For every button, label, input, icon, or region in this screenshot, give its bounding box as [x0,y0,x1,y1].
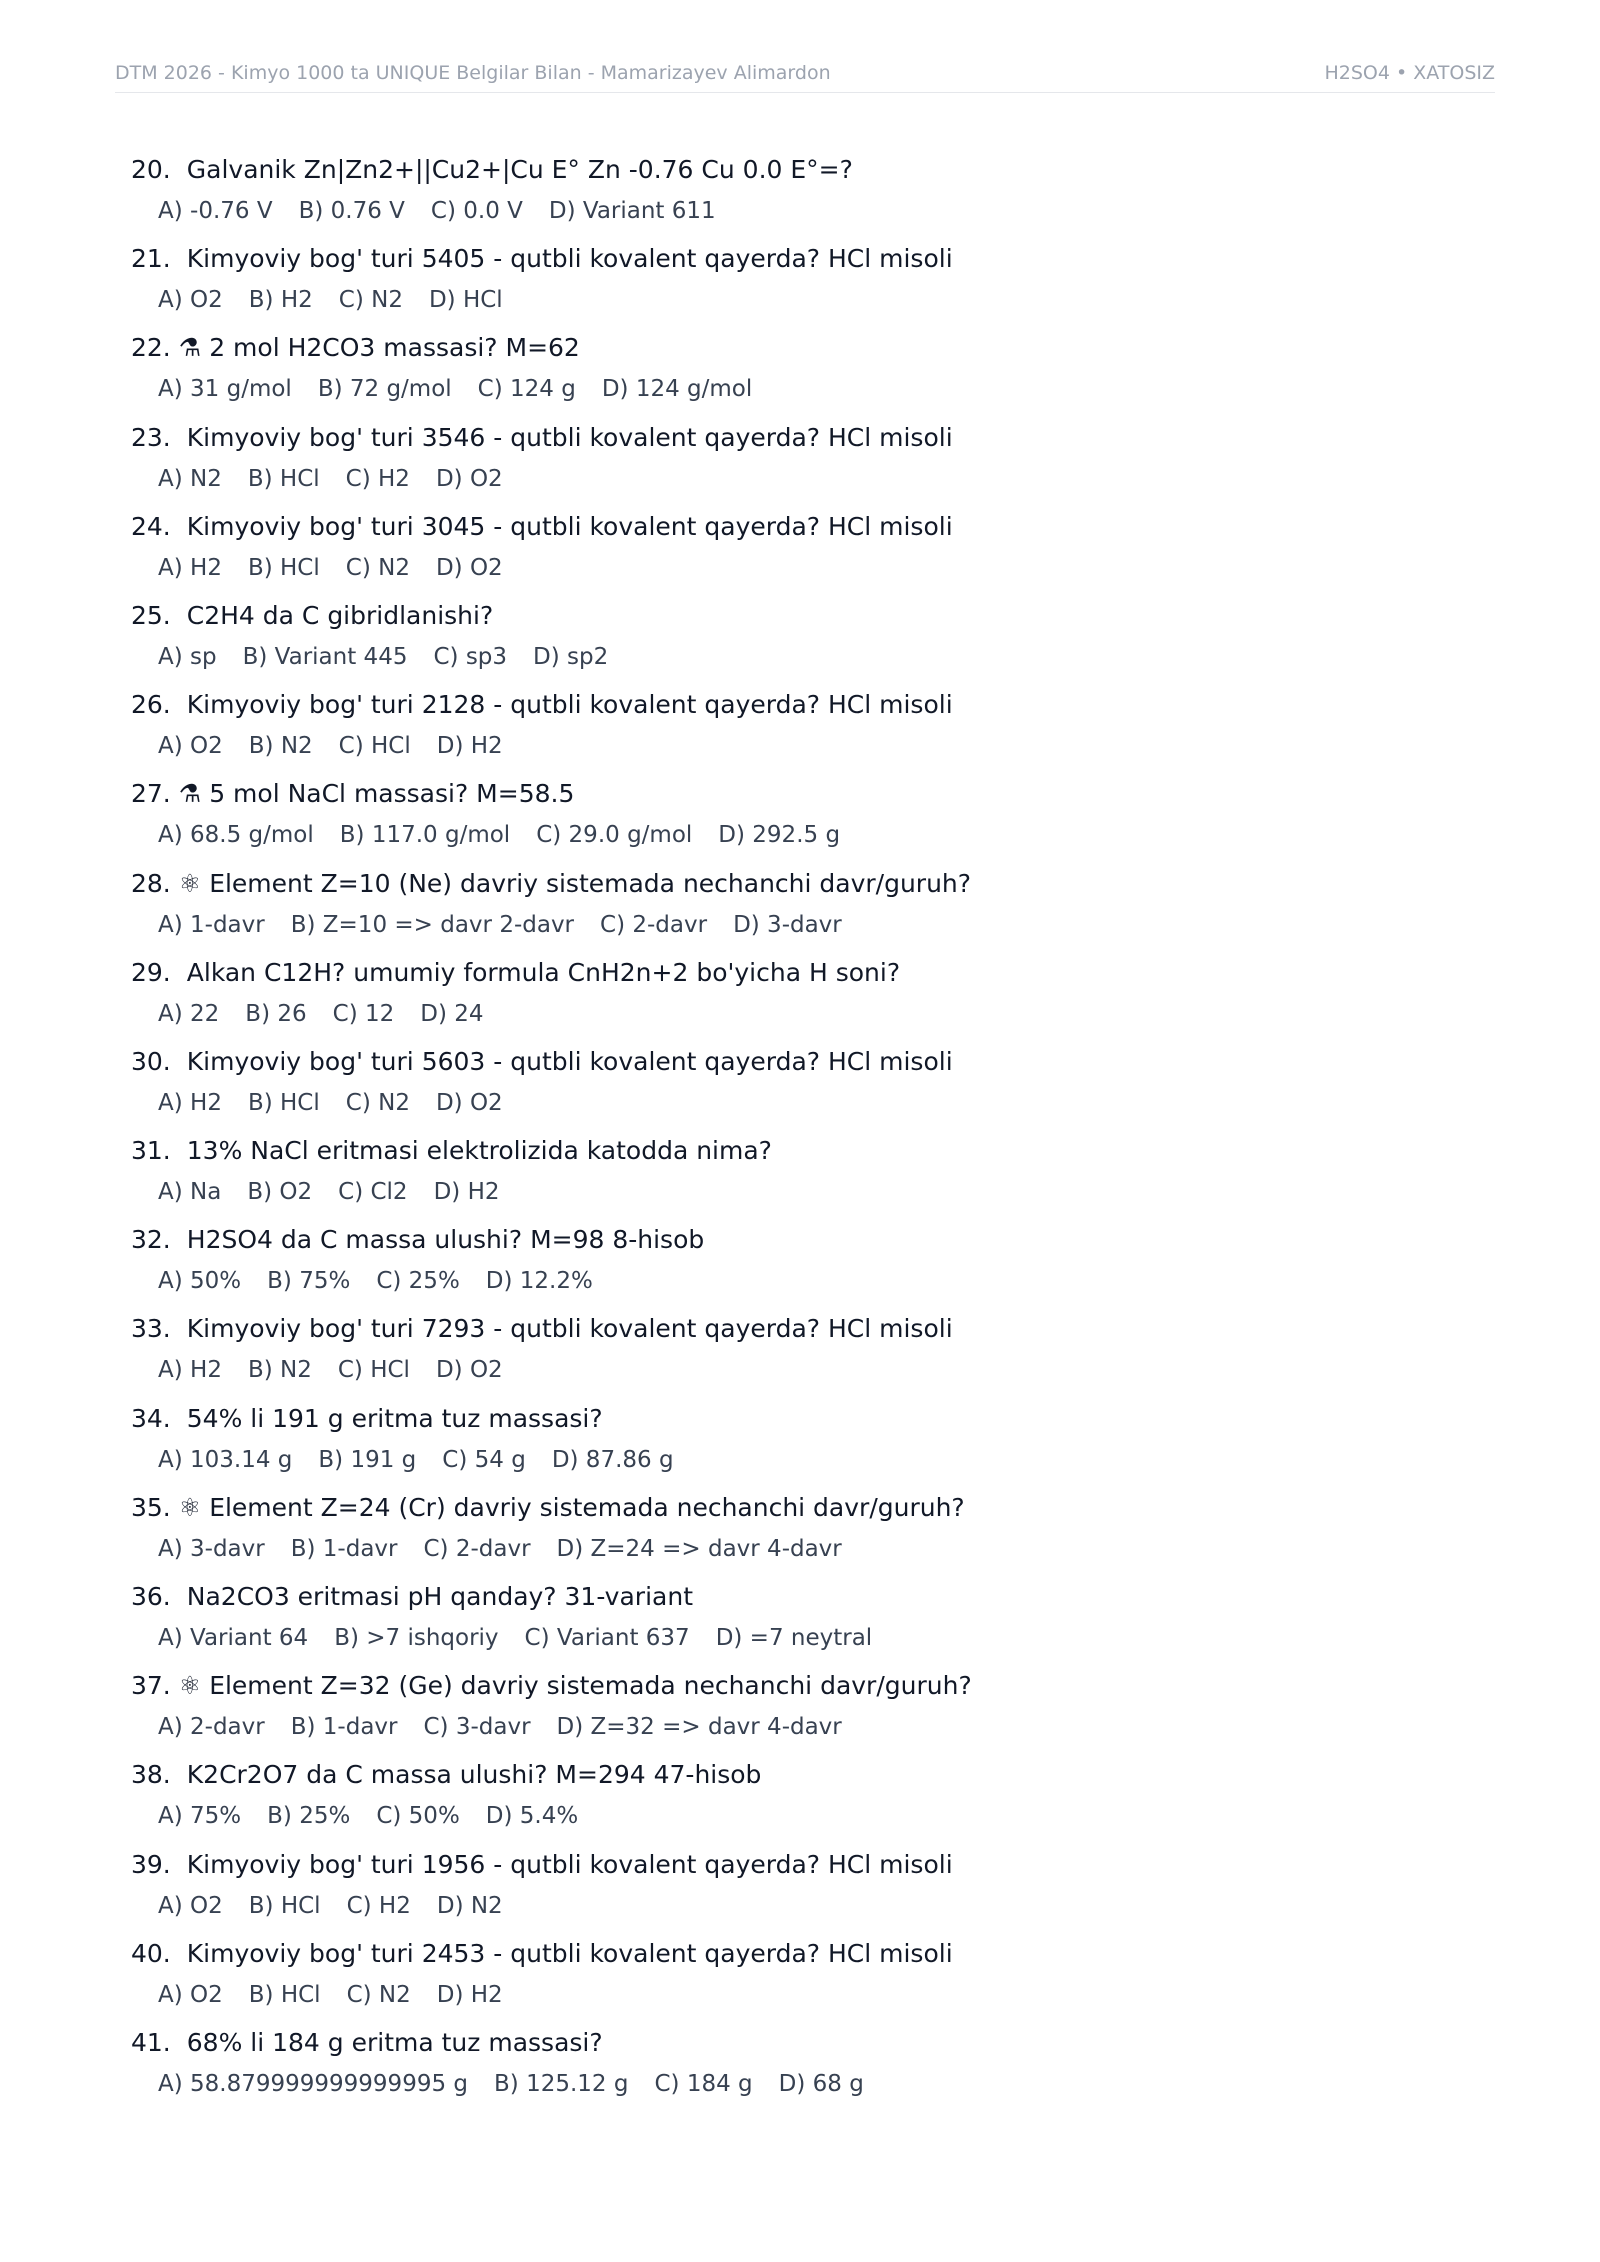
answer-options [158,1888,529,1924]
answer-option: C) 184 g [654,2070,753,2097]
question-text-line [131,1399,603,1439]
question-item [131,1934,1511,2023]
answer-option: A) O2 [158,1981,223,2008]
answer-option: C) sp3 [433,643,508,670]
question-icon: ⚗ [178,333,202,363]
answer-option: D) O2 [435,554,503,581]
question-text-line [131,1309,953,1349]
question-number: 30. [131,1046,171,1076]
answer-option: A) Variant 64 [158,1625,309,1651]
question-text: C2H4 da C gibridlanishi? [186,600,494,630]
question-item [131,150,1511,239]
answer-options [158,1174,526,1210]
answer-option: C) 29.0 g/mol [536,822,693,849]
question-number: 26. [131,690,171,720]
answer-options [158,1798,604,1834]
answer-option: B) H2 [248,287,313,314]
question-text: Kimyoviy bog' turi 7293 - qutbli kovalent qayerda? HCl misoli [186,1314,953,1344]
answer-option: D) sp2 [533,643,609,670]
answer-options [158,1977,529,2013]
question-text: Element Z=24 (Cr) davriy sistemada nechanchi davr/guruh? [209,1492,965,1522]
answer-option: C) 12 [332,1000,395,1027]
answer-option: C) H2 [345,465,410,492]
question-number: 37. [131,1671,171,1701]
answer-option: C) N2 [338,287,403,314]
answer-option: D) 68 g [778,2070,864,2097]
question-number: 28. [131,868,171,898]
question-number: 35. [131,1492,171,1522]
answer-option: B) Z=10 => davr 2-davr [290,911,575,938]
answer-option: D) HCl [428,287,503,314]
answer-option: C) Variant 637 [524,1625,690,1651]
answer-option: D) H2 [433,1179,500,1206]
question-number: 31. [131,1136,171,1166]
question-item [131,1220,1511,1309]
header-tag: H2SO4 • XATOSIZ [1324,62,1495,84]
question-text: Alkan C12H? umumiy formula CnH2n+2 bo'yicha H soni? [186,957,901,987]
answer-option: B) 191 g [318,1446,417,1473]
answer-option: D) 3-davr [733,911,842,938]
question-item [131,2023,1511,2112]
question-text: H2SO4 da C massa ulushi? M=98 8-hisob [186,1225,705,1255]
answer-option: B) 0.76 V [298,198,405,224]
question-item [131,774,1511,863]
answer-option: A) 22 [158,1000,220,1027]
answer-options [158,1709,868,1745]
answer-option: A) N2 [158,465,222,492]
answer-options [158,550,529,586]
answer-options [158,371,778,407]
question-text-line [131,1577,693,1617]
question-number: 22. [131,333,171,363]
question-icon: ⚗ [178,779,202,809]
answer-option: A) 3-davr [158,1535,265,1562]
question-text-line [131,150,853,190]
question-number: 32. [131,1225,171,1255]
document-title: DTM 2026 - Kimyo 1000 ta UNIQUE Belgilar Bilan - Mamarizayev Alimardon [115,62,831,84]
answer-option: C) Cl2 [338,1179,408,1206]
answer-option: B) 117.0 g/mol [339,822,511,849]
answer-option: C) HCl [338,733,411,760]
question-item [131,1755,1511,1844]
answer-options [158,282,529,318]
answer-option: D) O2 [435,465,503,492]
answer-options [158,1085,529,1121]
question-item [131,864,1511,953]
question-item [131,1131,1511,1220]
question-icon: ⚛ [178,1671,202,1701]
answer-options [158,817,866,853]
question-number: 27. [131,779,171,809]
question-item [131,418,1511,507]
question-item [131,596,1511,685]
answer-options [158,1620,898,1656]
answer-option: A) 2-davr [158,1714,265,1741]
question-number: 24. [131,511,171,541]
answer-option: C) 2-davr [600,911,708,938]
question-number: 23. [131,422,171,452]
answer-option: B) HCl [247,465,320,492]
answer-option: A) H2 [158,1089,222,1116]
answer-option: A) H2 [158,1357,222,1384]
question-text-line [131,953,900,993]
page-header [115,62,1495,93]
question-item [131,685,1511,774]
answer-option: C) N2 [345,1089,410,1116]
answer-option: B) 75% [267,1268,351,1295]
answer-option: C) HCl [337,1357,410,1384]
question-item [131,1845,1511,1934]
question-text: Kimyoviy bog' turi 2128 - qutbli kovalent qayerda? HCl misoli [186,690,953,720]
question-number: 40. [131,1938,171,1968]
answer-option: D) H2 [436,733,503,760]
answer-option: A) 58.879999999999995 g [158,2070,469,2097]
question-text: Kimyoviy bog' turi 1956 - qutbli kovalent qayerda? HCl misoli [186,1849,953,1879]
answer-option: B) N2 [248,733,313,760]
answer-option: B) HCl [248,1981,321,2008]
answer-option: C) 124 g [477,376,576,403]
answer-option: A) Na [158,1179,222,1206]
answer-option: D) Z=32 => davr 4-davr [556,1714,842,1741]
answer-option: A) 103.14 g [158,1446,293,1473]
answer-option: B) 72 g/mol [317,376,452,403]
question-text-line [131,1220,704,1260]
question-text: 68% li 184 g eritma tuz massasi? [186,2027,603,2057]
question-item [131,507,1511,596]
answer-option: D) 124 g/mol [601,376,753,403]
answer-option: A) O2 [158,1892,223,1919]
question-item [131,1309,1511,1398]
answer-option: C) N2 [346,1981,411,2008]
question-number: 20. [131,155,171,184]
question-text-line [131,685,953,725]
question-text-line [131,1666,972,1706]
answer-option: B) Variant 445 [242,643,408,670]
answer-option: B) 1-davr [290,1714,398,1741]
answer-option: D) 87.86 g [551,1446,674,1473]
answer-options [158,1531,868,1567]
question-number: 34. [131,1403,171,1433]
answer-option: A) H2 [158,554,222,581]
question-number: 38. [131,1760,171,1790]
question-item [131,1666,1511,1755]
answer-options [158,461,529,497]
question-icon: ⚛ [178,1492,202,1522]
answer-option: A) O2 [158,733,223,760]
answer-option: B) HCl [247,1089,320,1116]
question-item [131,1042,1511,1131]
question-text: 13% NaCl eritmasi elektrolizida katodda nima? [186,1136,772,1166]
question-text: 5 mol NaCl massasi? M=58.5 [209,779,575,809]
question-text-line [131,328,580,368]
answer-options [158,1352,529,1388]
question-text: Galvanik Zn|Zn2+||Cu2+|Cu E° Zn -0.76 Cu 0.0 E°=? [186,155,853,184]
question-item [131,1399,1511,1488]
question-text-line [131,596,493,636]
answer-option: C) 54 g [442,1446,526,1473]
question-text-line [131,418,953,458]
question-number: 36. [131,1582,171,1611]
question-text: Na2CO3 eritmasi pH qanday? 31-variant [186,1582,693,1611]
answer-options [158,639,634,675]
answer-option: D) 24 [420,1000,484,1027]
answer-option: A) O2 [158,287,223,314]
answer-option: A) 31 g/mol [158,376,292,403]
question-number: 39. [131,1849,171,1879]
answer-option: C) N2 [345,554,410,581]
answer-option: D) 5.4% [485,1803,579,1830]
question-number: 29. [131,957,171,987]
answer-options [158,1442,700,1478]
answer-option: B) 26 [245,1000,307,1027]
question-text-line [131,239,953,279]
question-number: 33. [131,1314,171,1344]
question-item [131,953,1511,1042]
question-text-line [131,1755,761,1795]
question-text: Element Z=10 (Ne) davriy sistemada nechanchi davr/guruh? [209,868,972,898]
answer-option: B) HCl [248,1892,321,1919]
answer-option: A) 68.5 g/mol [158,822,314,849]
question-item [131,328,1511,417]
question-text-line [131,1488,965,1528]
answer-options [158,728,529,764]
question-text: 2 mol H2CO3 massasi? M=62 [209,333,580,363]
question-text-line [131,1934,953,1974]
question-item [131,239,1511,328]
answer-option: A) -0.76 V [158,198,273,224]
question-text-line [131,774,574,814]
answer-option: A) sp [158,643,217,670]
answer-option: B) O2 [247,1179,313,1206]
question-text: Kimyoviy bog' turi 3045 - qutbli kovalent qayerda? HCl misoli [186,511,953,541]
answer-option: B) >7 ishqoriy [334,1625,499,1651]
answer-option: B) N2 [247,1357,312,1384]
question-number: 21. [131,244,171,274]
answer-options [158,907,868,943]
question-text-line [131,2023,603,2063]
answer-options [158,1263,619,1299]
question-text: Kimyoviy bog' turi 3546 - qutbli kovalent qayerda? HCl misoli [186,422,953,452]
question-text: Kimyoviy bog' turi 2453 - qutbli kovalent qayerda? HCl misoli [186,1938,953,1968]
answer-option: A) 75% [158,1803,242,1830]
answer-option: C) H2 [346,1892,411,1919]
answer-option: B) 1-davr [290,1535,398,1562]
answer-option: B) HCl [247,554,320,581]
answer-options [158,996,510,1032]
question-number: 25. [131,600,171,630]
question-text: Kimyoviy bog' turi 5405 - qutbli kovalent qayerda? HCl misoli [186,244,953,274]
answer-option: D) 12.2% [485,1268,593,1295]
question-text-line [131,1131,772,1171]
answer-option: A) 50% [158,1268,242,1295]
question-text: Kimyoviy bog' turi 5603 - qutbli kovalent qayerda? HCl misoli [186,1046,953,1076]
question-text-line [131,864,971,904]
answer-option: D) Variant 611 [548,198,716,224]
answer-option: C) 3-davr [423,1714,531,1741]
answer-option: C) 50% [376,1803,460,1830]
answer-option: D) =7 neytral [715,1625,873,1651]
question-text-line [131,1845,953,1885]
question-text: K2Cr2O7 da C massa ulushi? M=294 47-hisob [186,1760,762,1790]
question-text: Element Z=32 (Ge) davriy sistemada nechanchi davr/guruh? [209,1671,972,1701]
answer-options [158,193,742,229]
answer-option: C) 25% [376,1268,460,1295]
question-text-line [131,507,953,547]
answer-option: D) 292.5 g [718,822,841,849]
question-item [131,1488,1511,1577]
answer-option: B) 25% [267,1803,351,1830]
answer-option: D) O2 [435,1357,503,1384]
answer-option: C) 2-davr [423,1535,531,1562]
question-item [131,1577,1511,1666]
question-list [131,150,1511,2112]
answer-option: B) 125.12 g [494,2070,629,2097]
answer-option: D) Z=24 => davr 4-davr [556,1535,842,1562]
answer-option: C) 0.0 V [430,198,523,224]
answer-option: A) 1-davr [158,911,265,938]
question-number: 41. [131,2027,171,2057]
answer-options [158,2066,890,2102]
answer-option: D) H2 [436,1981,503,2008]
question-icon: ⚛ [178,868,202,898]
answer-option: D) O2 [435,1089,503,1116]
question-text-line [131,1042,953,1082]
question-text: 54% li 191 g eritma tuz massasi? [186,1403,603,1433]
answer-option: D) N2 [436,1892,503,1919]
